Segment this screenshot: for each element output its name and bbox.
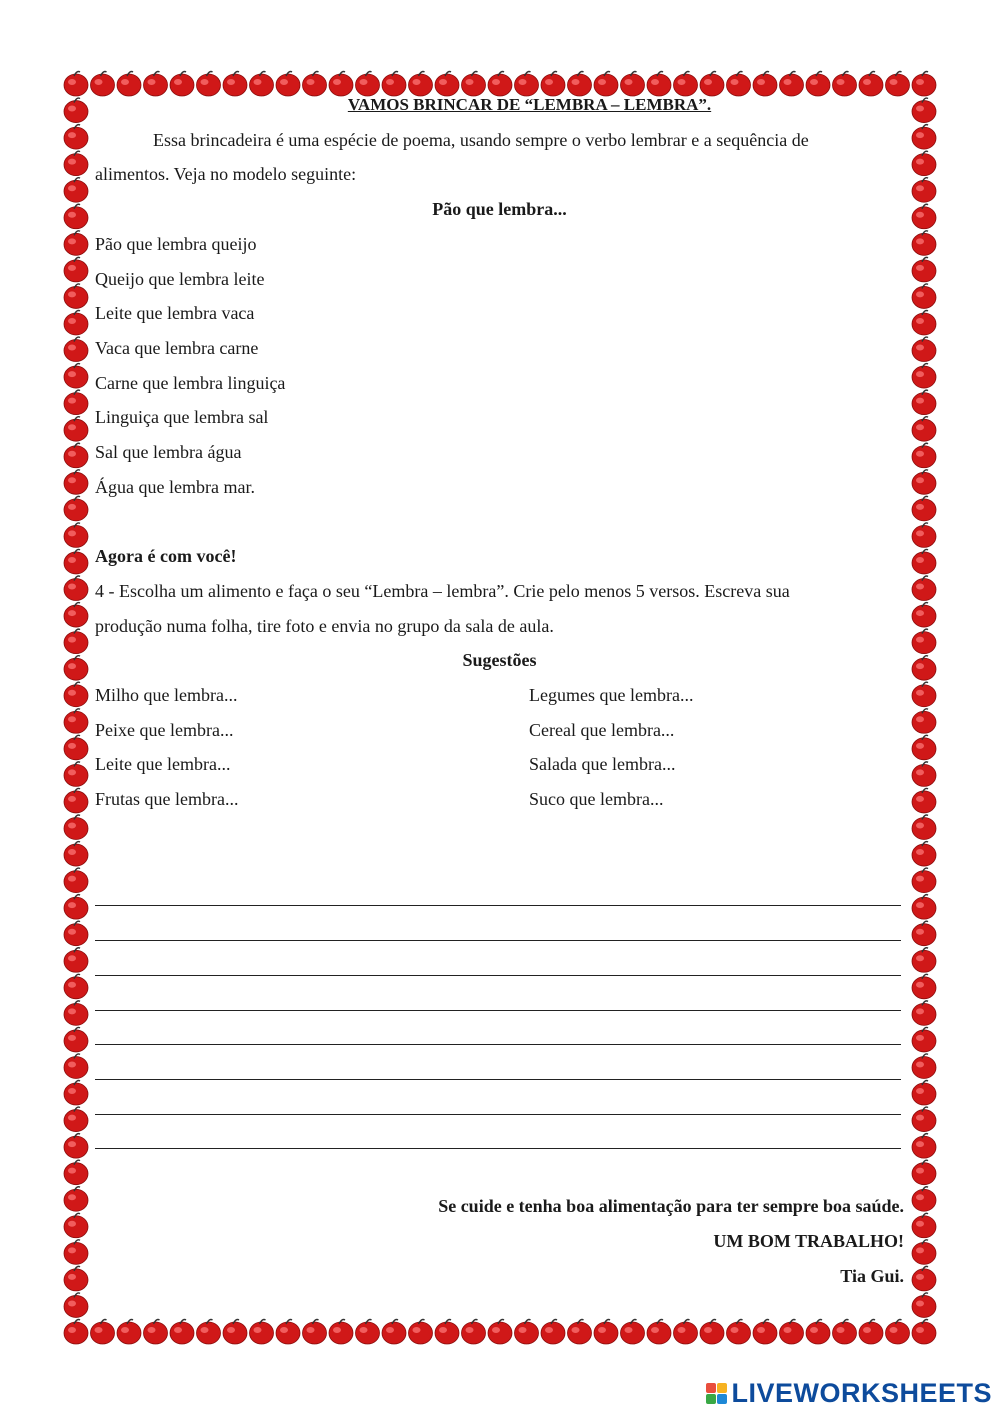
tomato-icon xyxy=(329,1320,353,1345)
tomato-icon xyxy=(64,1107,88,1132)
tomato-icon xyxy=(833,1320,857,1345)
suggestion-item: Cereal que lembra... xyxy=(529,719,675,740)
tomato-icon xyxy=(912,709,936,734)
tomato-icon xyxy=(64,390,88,415)
tomato-icon xyxy=(912,1240,936,1265)
tomato-icon xyxy=(912,390,936,415)
tomato-icon xyxy=(64,364,88,389)
tomato-icon xyxy=(64,1054,88,1079)
tomato-icon xyxy=(912,1293,936,1318)
tomato-icon xyxy=(912,1134,936,1159)
tomato-icon xyxy=(912,1160,936,1185)
tomato-icon xyxy=(64,1027,88,1052)
tomato-icon xyxy=(886,1320,910,1345)
closing-line-2: UM BOM TRABALHO! xyxy=(713,1230,904,1251)
closing-message xyxy=(95,1189,904,1293)
logo-square-4 xyxy=(717,1394,727,1404)
tomato-icon xyxy=(912,98,936,123)
model-line: Pão que lembra queijo xyxy=(95,233,257,254)
tomato-icon xyxy=(64,204,88,229)
tomato-icon xyxy=(912,257,936,282)
tomato-icon xyxy=(117,1320,141,1345)
tomato-icon xyxy=(64,788,88,813)
tomato-icon xyxy=(912,1107,936,1132)
closing-line-1: Se cuide e tenha boa alimentação para ter sempre boa saúde. xyxy=(438,1196,904,1217)
tomato-icon xyxy=(806,1320,830,1345)
writing-line[interactable] xyxy=(95,1080,901,1115)
tomato-icon xyxy=(64,470,88,495)
tomato-icon xyxy=(912,443,936,468)
task-line-2: produção numa folha, tire foto e envia no grupo da sala de aula. xyxy=(95,615,554,636)
writing-line[interactable] xyxy=(95,872,901,907)
tomato-icon xyxy=(912,1320,936,1345)
model-line: Queijo que lembra leite xyxy=(95,268,265,289)
tomato-icon xyxy=(64,98,88,123)
tomato-icon xyxy=(435,1320,459,1345)
tomato-icon xyxy=(64,1240,88,1265)
tomato-icon xyxy=(64,125,88,150)
tomato-icon xyxy=(64,815,88,840)
tomato-icon xyxy=(912,682,936,707)
intro-paragraph xyxy=(95,123,904,158)
prompt-heading: Agora é com você! xyxy=(95,546,237,567)
tomato-icon xyxy=(912,868,936,893)
tomato-icon xyxy=(64,948,88,973)
suggestions-right-column xyxy=(529,678,904,817)
tomato-icon xyxy=(170,1320,194,1345)
suggestion-item: Suco que lembra... xyxy=(529,789,664,810)
spacer xyxy=(95,504,904,539)
tomato-icon xyxy=(912,629,936,654)
tomato-icon xyxy=(912,496,936,521)
model-poem xyxy=(95,227,904,505)
tomato-icon xyxy=(64,1134,88,1159)
logo-square-3 xyxy=(706,1394,716,1404)
tomato-icon xyxy=(64,895,88,920)
suggestions-title: Sugestões xyxy=(462,650,537,671)
tomato-icon xyxy=(912,523,936,548)
model-line: Vaca que lembra carne xyxy=(95,337,259,358)
tomato-icon xyxy=(64,523,88,548)
writing-line[interactable] xyxy=(95,941,901,976)
logo-square-2 xyxy=(717,1383,727,1393)
tomato-icon xyxy=(912,337,936,362)
tomato-icon xyxy=(647,1320,671,1345)
tomato-icon xyxy=(488,1320,512,1345)
tomato-icon xyxy=(912,576,936,601)
tomato-icon xyxy=(912,549,936,574)
task-line-1: 4 - Escolha um alimento e faça o seu “Lembra – lembra”. Crie pelo menos 5 versos. Escreva sua xyxy=(95,580,790,601)
suggestion-item: Milho que lembra... xyxy=(95,684,238,705)
tomato-icon xyxy=(912,151,936,176)
tomato-icon xyxy=(144,1320,168,1345)
tomato-icon xyxy=(912,178,936,203)
tomato-icon xyxy=(912,656,936,681)
writing-line[interactable] xyxy=(95,1011,901,1046)
tomato-icon xyxy=(64,1160,88,1185)
intro-line-1: Essa brincadeira é uma espécie de poema, usando sempre o verbo lembrar e a sequência de xyxy=(153,129,809,150)
tomato-icon xyxy=(912,603,936,628)
tomato-icon xyxy=(912,204,936,229)
tomato-icon xyxy=(64,1213,88,1238)
tomato-icon xyxy=(356,1320,380,1345)
suggestion-item: Leite que lembra... xyxy=(95,754,231,775)
logo-text: LIVEWORKSHEETS xyxy=(731,1378,992,1408)
writing-line[interactable] xyxy=(95,976,901,1011)
tomato-icon xyxy=(91,1320,115,1345)
tomato-icon xyxy=(912,72,936,97)
tomato-icon xyxy=(64,762,88,787)
tomato-icon xyxy=(912,284,936,309)
tomato-icon xyxy=(197,1320,221,1345)
intro-line-2: alimentos. Veja no modelo seguinte: xyxy=(95,164,357,185)
tomato-icon xyxy=(912,310,936,335)
tomato-icon xyxy=(727,1320,751,1345)
tomato-icon xyxy=(64,72,88,97)
model-line: Sal que lembra água xyxy=(95,442,242,463)
tomato-icon xyxy=(64,709,88,734)
tomato-icon xyxy=(912,1187,936,1212)
model-line: Água que lembra mar. xyxy=(95,476,255,497)
tomato-icon xyxy=(912,231,936,256)
tomato-icon xyxy=(912,1001,936,1026)
tomato-icon xyxy=(462,1320,486,1345)
tomato-icon xyxy=(912,842,936,867)
worksheet-content xyxy=(95,88,904,1293)
tomato-icon xyxy=(64,178,88,203)
suggestion-item: Peixe que lembra... xyxy=(95,719,234,740)
logo-grid-icon xyxy=(706,1383,727,1404)
worksheet-title: VAMOS BRINCAR DE “LEMBRA – LEMBRA”. xyxy=(347,95,712,114)
tomato-icon xyxy=(64,735,88,760)
suggestions-left-column xyxy=(95,678,529,817)
tomato-icon xyxy=(912,735,936,760)
model-line: Carne que lembra linguiça xyxy=(95,372,286,393)
tomato-icon xyxy=(64,974,88,999)
tomato-icon xyxy=(250,1320,274,1345)
tomato-icon xyxy=(912,788,936,813)
tomato-icon xyxy=(64,1266,88,1291)
tomato-icon xyxy=(276,1320,300,1345)
tomato-icon xyxy=(912,948,936,973)
tomato-icon xyxy=(64,1001,88,1026)
tomato-icon xyxy=(859,1320,883,1345)
tomato-icon xyxy=(912,1027,936,1052)
closing-line-3: Tia Gui. xyxy=(840,1265,904,1286)
tomato-icon xyxy=(594,1320,618,1345)
writing-area[interactable] xyxy=(95,872,904,1150)
tomato-icon xyxy=(64,257,88,282)
tomato-icon xyxy=(64,629,88,654)
tomato-icon xyxy=(700,1320,724,1345)
logo-square-1 xyxy=(706,1383,716,1393)
tomato-icon xyxy=(753,1320,777,1345)
tomato-icon xyxy=(64,603,88,628)
model-line: Linguiça que lembra sal xyxy=(95,407,269,428)
suggestion-item: Salada que lembra... xyxy=(529,754,676,775)
tomato-icon xyxy=(64,1187,88,1212)
tomato-icon xyxy=(64,549,88,574)
tomato-icon xyxy=(64,310,88,335)
tomato-icon xyxy=(64,1081,88,1106)
tomato-icon xyxy=(409,1320,433,1345)
tomato-icon xyxy=(64,682,88,707)
tomato-icon xyxy=(912,921,936,946)
tomato-icon xyxy=(912,1266,936,1291)
tomato-icon xyxy=(64,284,88,309)
tomato-icon xyxy=(64,1293,88,1318)
liveworksheets-logo[interactable] xyxy=(706,1378,992,1409)
tomato-icon xyxy=(912,1081,936,1106)
suggestion-item: Legumes que lembra... xyxy=(529,684,694,705)
tomato-icon xyxy=(64,231,88,256)
tomato-icon xyxy=(64,337,88,362)
tomato-icon xyxy=(64,151,88,176)
writing-line[interactable] xyxy=(95,906,901,941)
tomato-icon xyxy=(912,125,936,150)
tomato-icon xyxy=(568,1320,592,1345)
tomato-icon xyxy=(912,895,936,920)
tomato-icon xyxy=(912,974,936,999)
tomato-icon xyxy=(64,496,88,521)
suggestions-list xyxy=(95,678,904,817)
suggestion-item: Frutas que lembra... xyxy=(95,789,239,810)
model-line: Leite que lembra vaca xyxy=(95,303,255,324)
tomato-icon xyxy=(780,1320,804,1345)
tomato-icon xyxy=(64,921,88,946)
model-title: Pão que lembra... xyxy=(432,199,567,220)
tomato-icon xyxy=(64,443,88,468)
tomato-icon xyxy=(64,656,88,681)
tomato-icon xyxy=(912,1213,936,1238)
tomato-icon xyxy=(64,842,88,867)
tomato-icon xyxy=(64,868,88,893)
tomato-icon xyxy=(912,470,936,495)
tomato-icon xyxy=(64,576,88,601)
tomato-icon xyxy=(912,762,936,787)
tomato-icon xyxy=(541,1320,565,1345)
tomato-icon xyxy=(912,364,936,389)
tomato-icon xyxy=(674,1320,698,1345)
tomato-icon xyxy=(303,1320,327,1345)
tomato-icon xyxy=(64,1320,88,1345)
tomato-icon xyxy=(912,417,936,442)
tomato-icon xyxy=(912,815,936,840)
writing-line[interactable] xyxy=(95,1115,901,1150)
tomato-icon xyxy=(621,1320,645,1345)
tomato-icon xyxy=(382,1320,406,1345)
tomato-icon xyxy=(515,1320,539,1345)
tomato-icon xyxy=(223,1320,247,1345)
tomato-icon xyxy=(912,1054,936,1079)
tomato-icon xyxy=(64,417,88,442)
writing-line[interactable] xyxy=(95,1045,901,1080)
